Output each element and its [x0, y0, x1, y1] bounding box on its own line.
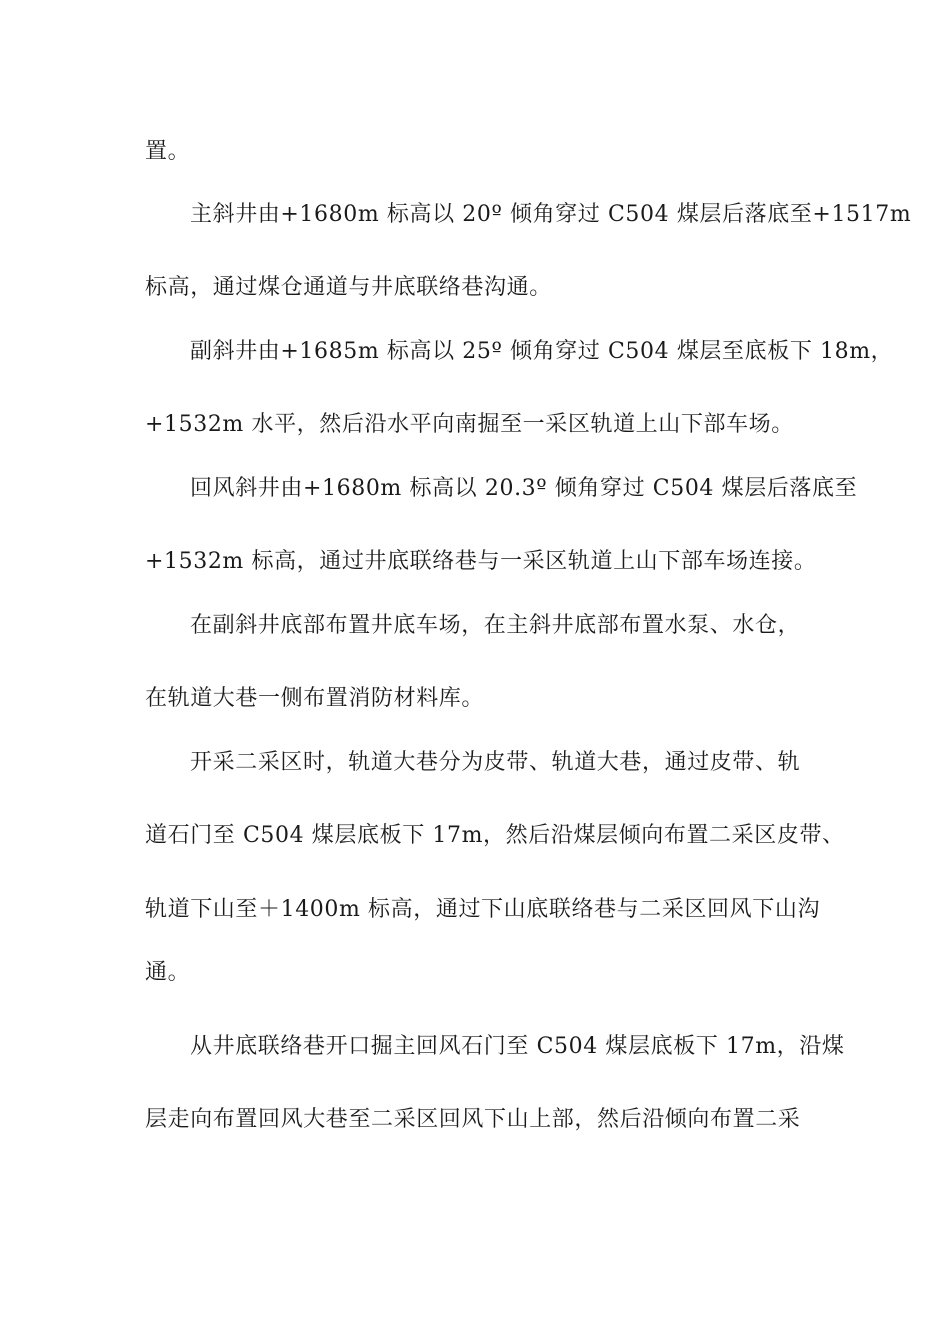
text-line: +1532m 水平，然后沿水平向南掘至一采区轨道上山下部车场。 [145, 412, 794, 437]
text-line: 道石门至 C504 煤层底板下 17m，然后沿煤层倾向布置二采区皮带、 [145, 823, 845, 848]
paragraph-line: 在副斜井底部布置井底车场，在主斜井底部布置水泵、水仓， [190, 613, 801, 638]
text-line: 置。 [145, 139, 191, 164]
text-line: 层走向布置回风大巷至二采区回风下山上部，然后沿倾向布置二采 [145, 1107, 801, 1132]
text-line: 在轨道大巷一侧布置消防材料库。 [145, 686, 485, 711]
text-line: +1532m 标高，通过井底联络巷与一采区轨道上山下部车场连接。 [145, 549, 817, 574]
paragraph-line: 从井底联络巷开口掘主回风石门至 C504 煤层底板下 17m，沿煤 [190, 1034, 845, 1059]
paragraph-line: 回风斜井由+1680m 标高以 20.3º 倾角穿过 C504 煤层后落底至 [190, 476, 858, 501]
paragraph-line: 主斜井由+1680m 标高以 20º 倾角穿过 C504 煤层后落底至+1517m [190, 202, 912, 227]
text-line: 通。 [145, 960, 191, 985]
paragraph-line: 副斜井由+1685m 标高以 25º 倾角穿过 C504 煤层至底板下 18m， [190, 339, 894, 364]
text-line: 轨道下山至＋1400m 标高，通过下山底联络巷与二采区回风下山沟 [145, 897, 821, 922]
paragraph-line: 开采二采区时，轨道大巷分为皮带、轨道大巷，通过皮带、轨 [190, 750, 801, 775]
text-line: 标高，通过煤仓通道与井底联络巷沟通。 [145, 275, 552, 300]
